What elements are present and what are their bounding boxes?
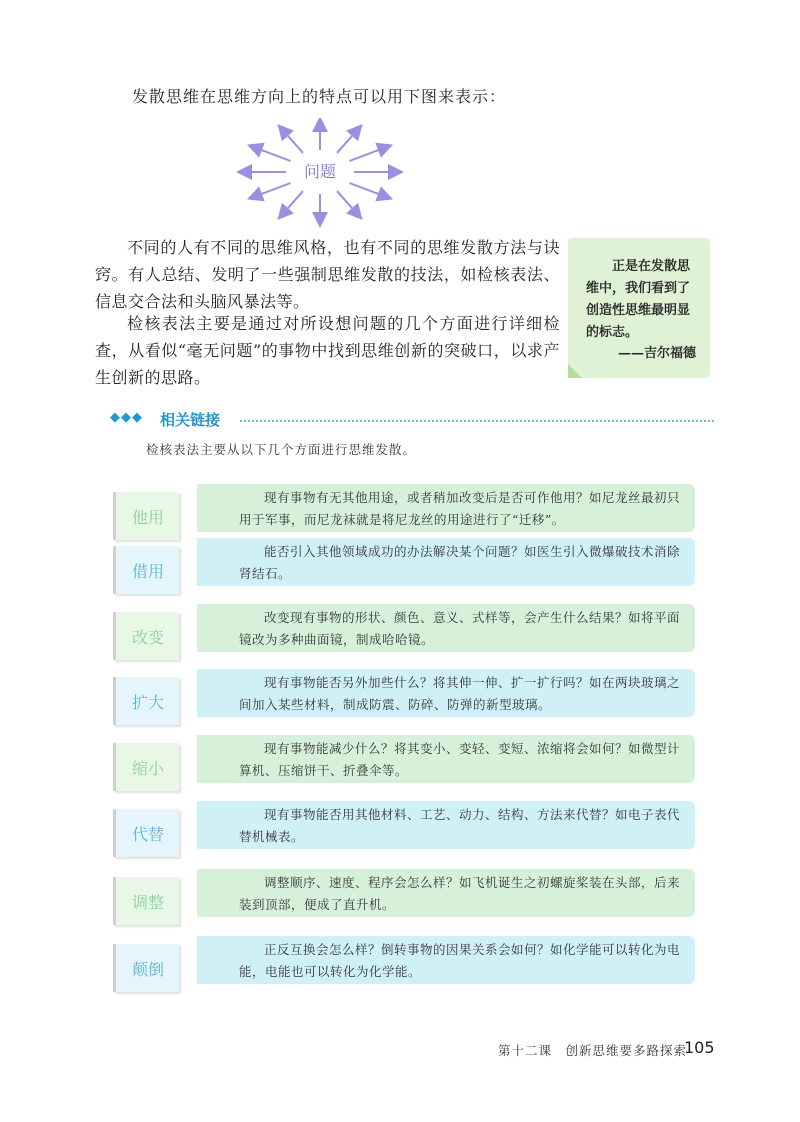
dotted-divider [240,420,714,422]
item-label: 借用 [113,546,179,594]
item-label: 代替 [113,809,179,857]
checklist-item [113,669,695,727]
item-label: 缩小 [113,743,179,791]
checklist-item [113,869,695,927]
item-label: 他用 [113,492,179,540]
page-number: 105 [684,1038,715,1057]
divergent-thinking-diagram [235,118,405,228]
item-text: 现有事物有无其他用途，或者稍加改变后是否可作他用？如尼龙丝最初只用于军事，而尼龙袜就是将尼龙丝的用途进行了“迁移”。 [239,490,681,527]
paragraph-1: 不同的人有不同的思维风格，也有不同的思维发散方法与诀窍。有人总结、发明了一些强制思维发散的技法，如检核表法、信息交合法和头脑风暴法等。 [95,238,560,311]
intro-text: 发散思维在思维方向上的特点可以用下图来表示： [132,87,507,106]
item-label: 调整 [113,877,179,925]
item-text: 正反互换会怎么样？倒转事物的因果关系会如何？如化学能可以转化为电能，电能也可以转化为化学能。 [239,942,681,979]
diverging-arrow [349,183,389,198]
item-text: 现有事物能否用其他材料、工艺、动力、结构、方法来代替？如电子表代替机械表。 [239,807,681,844]
item-text: 现有事物能减少什么？将其变小、变轻、变短、浓缩将会如何？如微型计算机、压缩饼干、折叠伞等。 [239,741,681,778]
divergent-arrows-svg [235,118,405,228]
checklist-item [113,801,695,859]
diverging-arrow [337,191,360,217]
diverging-arrow [251,183,291,198]
checklist-item [113,538,695,596]
diagram-center-label: 问题 [303,162,337,181]
quote-box [568,238,710,378]
diamond-icons: ◆◆◆ [110,410,143,425]
item-label: 改变 [113,612,179,660]
checklist-item [113,936,695,994]
item-text: 改变现有事物的形状、颜色、意义、式样等，会产生什么结果？如将平面镜改为多种曲面镜，制成哈哈镜。 [239,610,681,647]
checklist-item [113,484,695,542]
section-intro: 检核表法主要从以下几个方面进行思维发散。 [146,442,417,457]
footer-lesson-title: 第十二课 创新思维要多路探索 [498,1043,688,1058]
item-label: 颠倒 [113,944,179,992]
item-text: 能否引入其他领域成功的办法解决某个问题？如医生引入微爆破技术消除肾结石。 [239,544,681,581]
diverging-arrow [280,127,303,153]
checklist-item [113,735,695,793]
quote-fold-corner [568,364,582,378]
checklist-item [113,604,695,662]
section-title: 相关链接 [160,411,221,429]
quote-text: 正是在发散思维中，我们看到了创造性思维最明显的标志。 [586,259,691,340]
related-links-header [110,410,714,430]
item-label: 扩大 [113,677,179,725]
diverging-arrow [349,146,389,161]
diverging-arrow [251,146,291,161]
quote-author: ——吉尔福德 [617,346,696,361]
diverging-arrow [280,191,303,217]
item-text: 现有事物能否另外加些什么？将其伸一伸、扩一扩行吗？如在两块玻璃之间加入某些材料，制成防震、防碎、防弹的新型玻璃。 [239,675,681,712]
item-text: 调整顺序、速度、程序会怎么样？如飞机诞生之初螺旋桨装在头部，后来装到顶部，便成了直升机。 [239,875,681,912]
paragraph-2: 检核表法主要是通过对所设想问题的几个方面进行详细检查，从看似“毫无问题”的事物中找到思维创新的突破口，以求产生创新的思路。 [95,314,560,387]
diverging-arrow [337,127,360,153]
